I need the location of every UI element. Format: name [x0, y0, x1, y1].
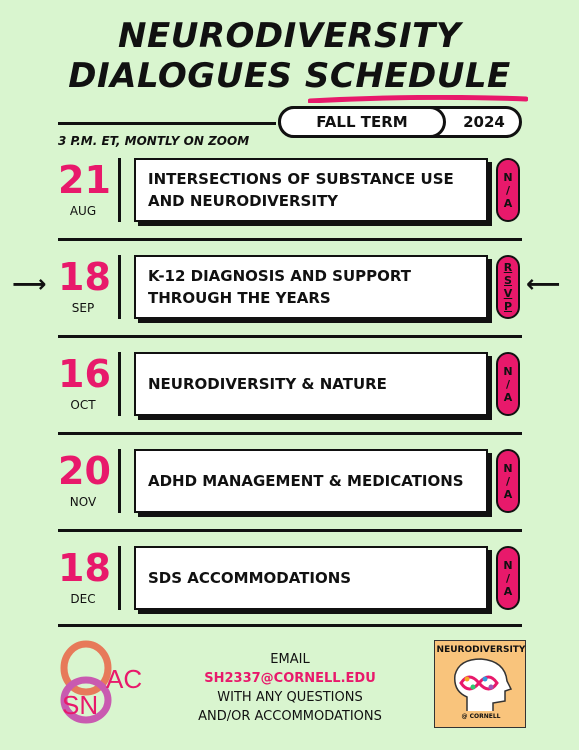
- session-title: K-12 DIAGNOSIS AND SUPPORT: [148, 267, 411, 285]
- acsn-logo: [58, 638, 158, 726]
- session-month: AUG: [69, 204, 97, 218]
- contact-email-link[interactable]: SH2337@CORNELL.EDU: [204, 671, 376, 686]
- neurodiversity-cornell-logo: NEURODIVERSITY @ CORNELL: [434, 640, 526, 728]
- row-divider: [58, 432, 522, 435]
- row-divider: [58, 529, 522, 532]
- session-month: NOV: [69, 495, 97, 509]
- term-pill: [278, 106, 522, 138]
- session-divider-bar: [118, 449, 121, 513]
- session-title: ADHD MANAGEMENT & MEDICATIONS: [148, 472, 464, 490]
- session-tag-na: N / A: [496, 352, 520, 416]
- session-tag-na: N / A: [496, 449, 520, 513]
- contact-info: EMAIL SH2337@CORNELL.EDU WITH ANY QUESTIONS AND/OR ACCOMMODATIONS: [170, 650, 410, 726]
- head-infinity-icon: [447, 657, 515, 713]
- session-day: 18: [58, 255, 111, 299]
- rsvp-button[interactable]: R S V P: [496, 255, 520, 319]
- session-title: AND NEURODIVERSITY: [148, 192, 339, 210]
- session-day: 16: [58, 352, 111, 396]
- row-divider: [58, 238, 522, 241]
- session-month: SEP: [71, 301, 95, 315]
- svg-text:SN: SN: [62, 690, 99, 720]
- session-row: [58, 546, 522, 626]
- session-day: 21: [58, 158, 111, 202]
- svg-text:AC: AC: [106, 664, 143, 694]
- session-month: OCT: [70, 398, 96, 412]
- session-day: 20: [58, 449, 111, 493]
- session-row: [58, 158, 522, 238]
- session-title-box: [134, 158, 488, 222]
- session-row: [58, 449, 522, 529]
- session-title: NEURODIVERSITY & NATURE: [148, 375, 387, 393]
- session-divider-bar: [118, 352, 121, 416]
- row-divider: [58, 624, 522, 627]
- schedule-subtitle: 3 P.M. ET, MONTLY ON ZOOM: [58, 134, 250, 148]
- arrow-left-icon: ⟵: [526, 270, 561, 298]
- session-title: THROUGH THE YEARS: [148, 289, 331, 307]
- session-title-box: [134, 546, 488, 610]
- page-title-line1: NEURODIVERSITY: [118, 16, 461, 56]
- session-day: 18: [58, 546, 111, 590]
- title-underline: [308, 95, 528, 103]
- session-divider-bar: [118, 255, 121, 319]
- session-title: INTERSECTIONS OF SUBSTANCE USE: [148, 170, 454, 188]
- session-title-box: [134, 255, 488, 319]
- session-tag-na: N / A: [496, 158, 520, 222]
- term-label: FALL TERM: [278, 106, 446, 138]
- session-title-box: [134, 449, 488, 513]
- session-row: [58, 255, 522, 335]
- row-divider: [58, 335, 522, 338]
- session-title-box: [134, 352, 488, 416]
- arrow-right-icon: ⟶: [12, 270, 47, 298]
- header-rule: [58, 122, 276, 125]
- term-year: 2024: [463, 113, 505, 131]
- session-row: [58, 352, 522, 432]
- session-tag-na: N / A: [496, 546, 520, 610]
- session-title: SDS ACCOMMODATIONS: [148, 569, 352, 587]
- session-divider-bar: [118, 546, 121, 610]
- page-title-line2: DIALOGUES SCHEDULE: [68, 56, 511, 96]
- session-divider-bar: [118, 158, 121, 222]
- session-month: DEC: [70, 592, 96, 606]
